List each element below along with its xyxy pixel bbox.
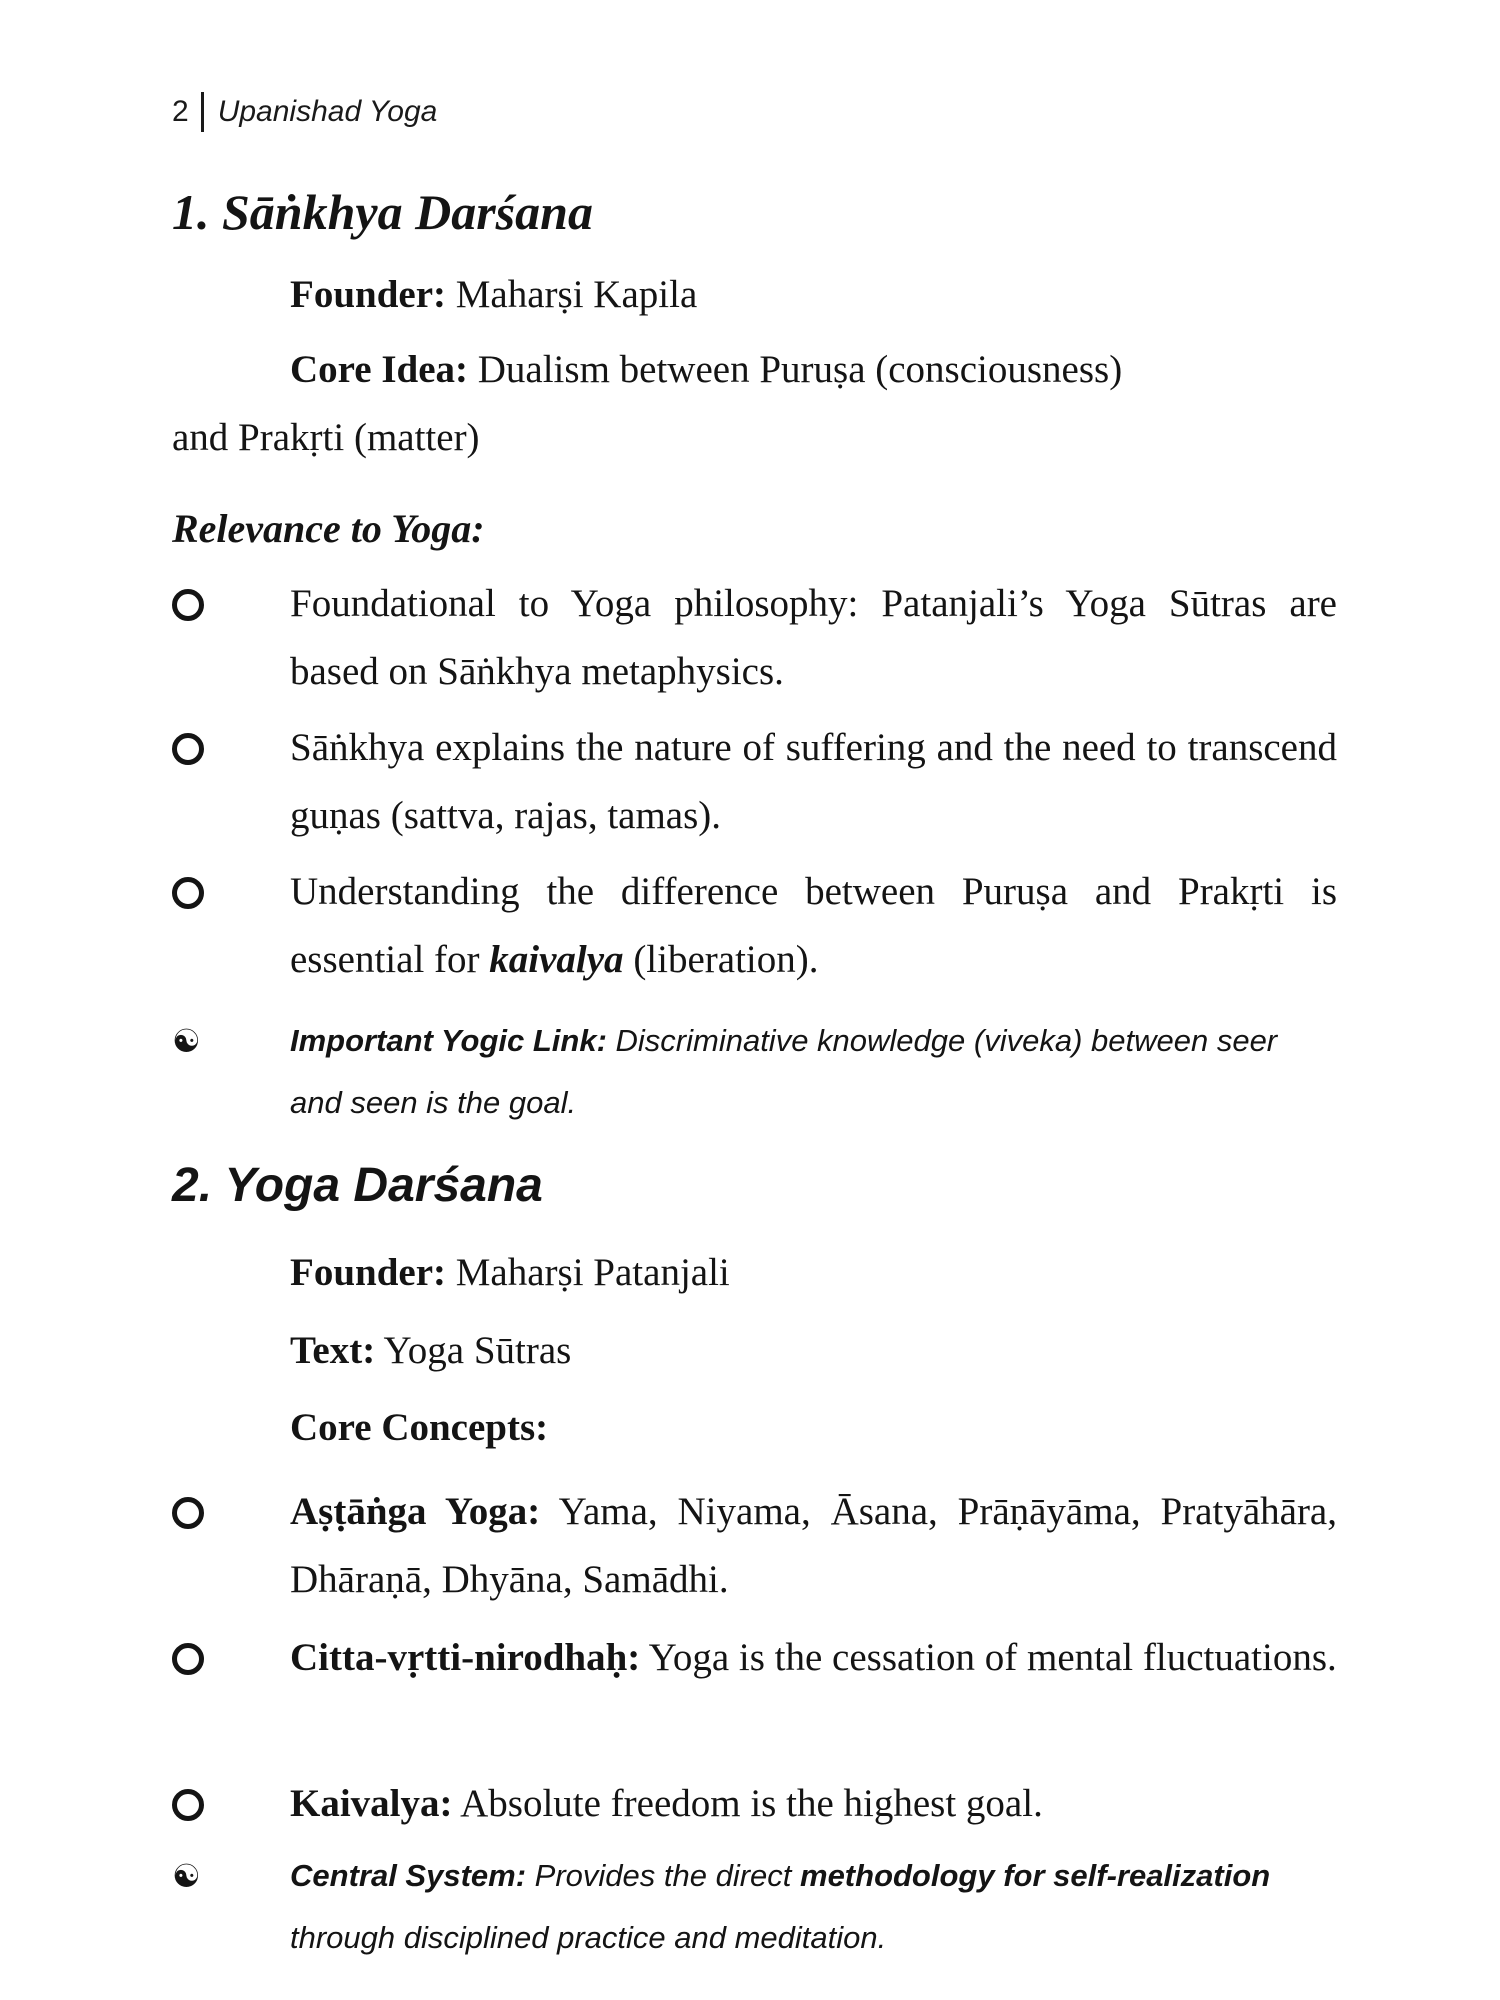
note-text: Important Yogic Link: Discriminative knowledge (viveka) between seer and seen is the goal. (290, 1023, 1278, 1120)
yin-yang-icon: ☯ (172, 1857, 201, 1895)
list-item (172, 714, 1337, 850)
founder-label: Founder: (290, 1251, 446, 1294)
page-number: 2 (172, 95, 189, 128)
hollow-circle-icon (172, 714, 290, 788)
header-divider (201, 92, 204, 132)
list-item-text: Kaivalya: Absolute freedom is the highest goal. (290, 1782, 1043, 1825)
important-note (172, 1010, 1337, 1134)
book-title: Upanishad Yoga (217, 95, 438, 128)
list-item-text: Citta-vṛtti-nirodhaḥ: Yoga is the cessation of mental fluctuations. (290, 1636, 1337, 1679)
core-idea-line (290, 350, 1122, 389)
running-header (172, 92, 437, 132)
core-concepts-label: Core Concepts: (290, 1406, 549, 1449)
relevance-heading: Relevance to Yoga: (172, 506, 485, 551)
text-label: Text: (290, 1329, 376, 1372)
hollow-circle-icon (172, 858, 290, 932)
list-item-text: Aṣṭāṅga Yoga: Yama, Niyama, Āsana, Prāṇāyāma, Pratyāhāra, Dhāraṇā, Dhyāna, Samādhi. (290, 1490, 1337, 1601)
hollow-circle-icon (172, 570, 290, 644)
core-idea-label: Core Idea: (290, 348, 468, 391)
list-item-text: Understanding the difference between Puruṣa and Prakṛti is essential for kaivalya (liberation). (290, 870, 1337, 981)
text-line (290, 1331, 571, 1370)
list-item (172, 1478, 1337, 1614)
list-item (172, 1770, 1337, 1844)
founder-value: Maharṣi Kapila (455, 273, 698, 316)
hollow-circle-icon (172, 1478, 290, 1552)
central-system-note (172, 1845, 1337, 1969)
kaivalya-term: kaivalya (489, 938, 624, 981)
founder-label: Founder: (290, 273, 446, 316)
list-item (172, 570, 1337, 706)
yin-yang-icon: ☯ (172, 1022, 201, 1060)
hollow-circle-icon (172, 1624, 290, 1698)
list-item (172, 1624, 1337, 1698)
core-idea-continuation: and Prakṛti (matter) (172, 416, 480, 459)
note-label: Central System: (290, 1858, 527, 1893)
section-heading-yoga: 2. Yoga Darśana (172, 1159, 543, 1212)
founder-line-yoga (290, 1253, 730, 1292)
list-item-text: Foundational to Yoga philosophy: Patanjali’s Yoga Sūtras are based on Sāṅkhya metaphysics. (290, 582, 1337, 693)
hollow-circle-icon (172, 1770, 290, 1844)
note-label: Important Yogic Link: (290, 1023, 607, 1058)
list-item-text: Sāṅkhya explains the nature of suffering and the need to transcend guṇas (sattva, rajas, tamas). (290, 726, 1337, 837)
founder-value: Maharṣi Patanjali (455, 1251, 730, 1294)
section-heading-sankhya: 1. Sāṅkhya Darśana (172, 184, 593, 240)
list-item (172, 858, 1337, 994)
core-idea-value: Dualism between Puruṣa (consciousness) (477, 348, 1123, 391)
text-value: Yoga Sūtras (383, 1329, 572, 1372)
note-text: Central System: Provides the direct methodology for self-realization through disciplined practice and meditation. (290, 1858, 1271, 1955)
founder-line-sankhya (290, 275, 697, 314)
